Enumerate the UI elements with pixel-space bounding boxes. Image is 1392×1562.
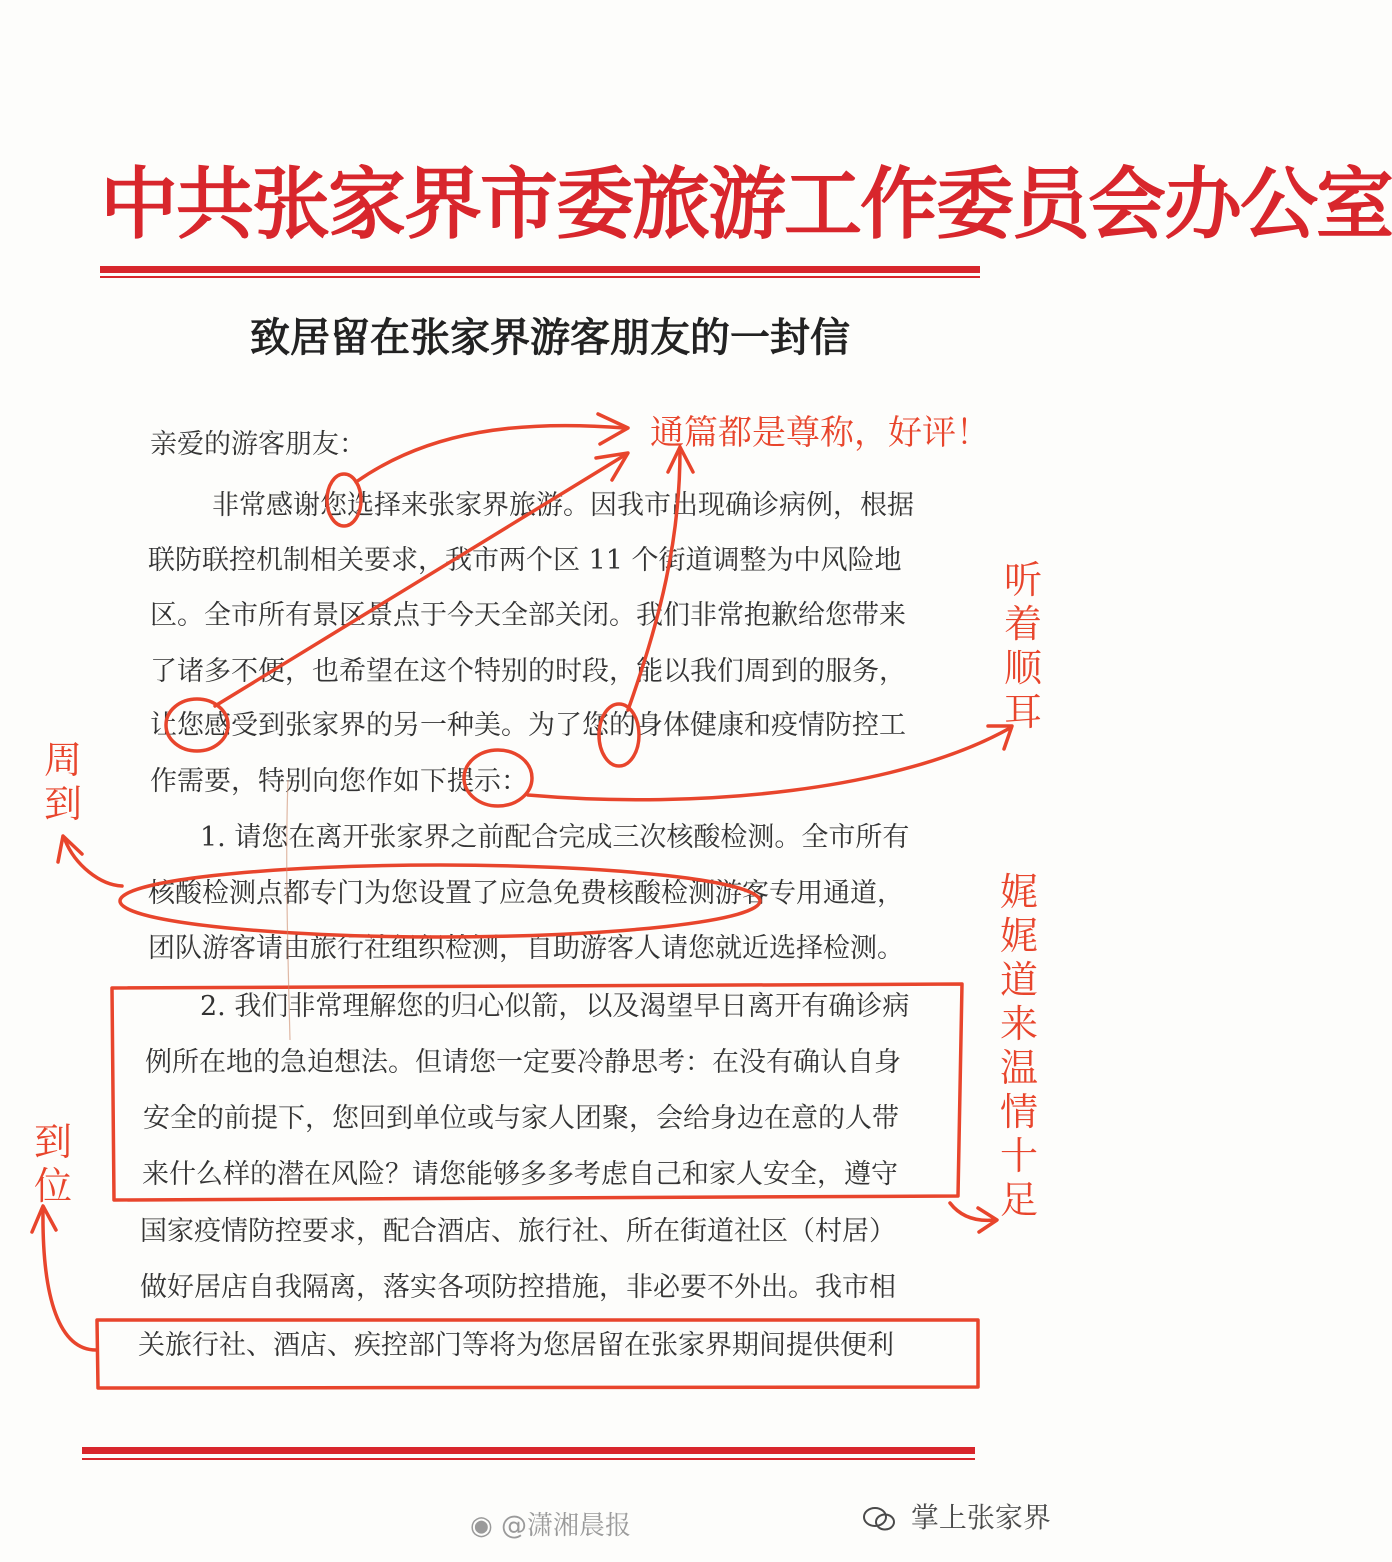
- body-line-11: 例所在地的急迫想法。但请您一定要冷静思考：在没有确认自身: [145, 1047, 901, 1078]
- arrow-respect-2-head: [596, 453, 628, 480]
- account-watermark: [862, 1496, 1051, 1536]
- letter-title: 致居留在张家界游客朋友的一封信: [250, 314, 850, 361]
- note-pleasant: 听着顺耳: [1003, 558, 1042, 734]
- body-line-13: 来什么样的潜在风险？请您能够多多考虑自己和家人安全，遵守: [142, 1159, 898, 1190]
- chat-bubble-icon: [862, 1505, 896, 1533]
- body-line-5: 让您感受到张家界的另一种美。为了您的身体健康和疫情防控工: [150, 710, 906, 741]
- letterhead: 中共张家界市委旅游工作委员会办公室: [100, 160, 1392, 250]
- arrow-warm: [950, 1203, 995, 1220]
- body-line-12: 安全的前提下，您回到单位或与家人团聚，会给身边在意的人带: [143, 1103, 899, 1134]
- body-line-16: 关旅行社、酒店、疾控部门等将为您居留在张家界期间提供便利: [138, 1330, 894, 1361]
- arrow-warm-head: [978, 1208, 997, 1232]
- body-line-6: 作需要，特别向您作如下提示：: [150, 766, 528, 797]
- arrow-thorough-head: [32, 1206, 56, 1232]
- letterhead-rule-thick: [100, 266, 980, 273]
- greeting: 亲爱的游客朋友：: [150, 429, 366, 460]
- body-line-14: 国家疫情防控要求，配合酒店、旅行社、所在街道社区（村居）: [140, 1216, 896, 1247]
- footer-rule-thin: [82, 1458, 975, 1460]
- weibo-watermark-text: @潇湘晨报: [500, 1511, 631, 1541]
- body-line-3: 区。全市所有景区景点于今天全部关闭。我们非常抱歉给您带来: [150, 600, 906, 631]
- body-line-8: 核酸检测点都专门为您设置了应急免费核酸检测游客专用通道，: [148, 878, 904, 909]
- note-thorough: 到位: [33, 1120, 72, 1208]
- body-line-10: 2. 我们非常理解您的归心似箭，以及渴望早日离开有确诊病: [200, 991, 910, 1022]
- arrow-respect-1: [356, 426, 625, 482]
- note-warm: 娓娓道来温情十足: [999, 870, 1038, 1222]
- body-line-4: 了诸多不便，也希望在这个特别的时段，能以我们周到的服务，: [150, 656, 906, 687]
- arrow-thoughtful: [65, 840, 122, 886]
- arrow-thoughtful-head: [58, 836, 82, 862]
- footer-rule-thick: [82, 1447, 975, 1454]
- letterhead-rule-thin: [100, 276, 980, 278]
- body-line-1: 非常感谢您选择来张家界旅游。因我市出现确诊病例，根据: [212, 490, 914, 521]
- note-thoughtful: 周到: [43, 738, 82, 826]
- weibo-watermark: [470, 1505, 631, 1542]
- body-line-15: 做好居店自我隔离，落实各项防控措施，非必要不外出。我市相: [140, 1272, 896, 1303]
- arrow-thorough: [43, 1210, 96, 1350]
- body-line-9: 团队游客请由旅行社组织检测，自助游客人请您就近选择检测。: [148, 933, 904, 964]
- weibo-icon: ◉: [470, 1511, 493, 1541]
- body-line-7: 1. 请您在离开张家界之前配合完成三次核酸检测。全市所有: [200, 822, 910, 853]
- note-respect: 通篇都是尊称，好评！: [650, 413, 990, 453]
- arrow-respect-1-head: [598, 414, 628, 444]
- account-watermark-text: 掌上张家界: [910, 1501, 1051, 1534]
- body-line-2: 联防联控机制相关要求，我市两个区 11 个街道调整为中风险地: [148, 545, 902, 576]
